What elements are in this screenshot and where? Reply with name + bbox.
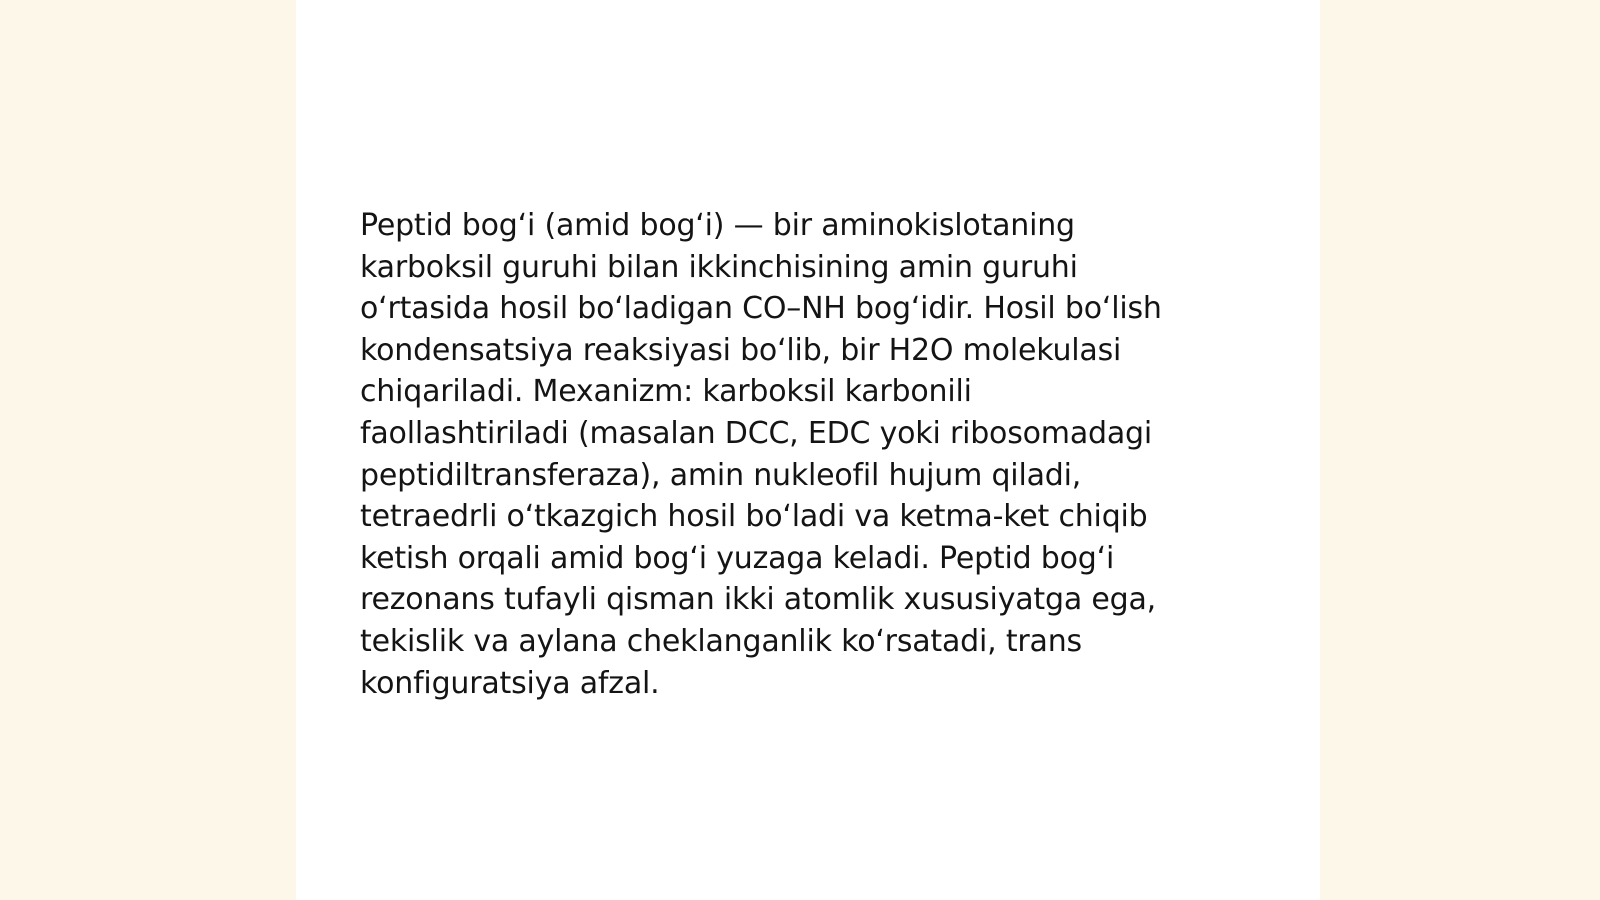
- paragraph-line-2: karboksil guruhi bilan ikkinchisining amin guruhi: [360, 249, 1078, 285]
- paragraph-line-11: tekislik va aylana cheklanganlik ko‘rsatadi, trans: [360, 623, 1082, 659]
- document-page: [296, 0, 1320, 900]
- paragraph-line-7: peptidiltransferaza), amin nukleofil hujum qiladi,: [360, 457, 1082, 493]
- paragraph-line-6: faollashtiriladi (masalan DCC, EDC yoki ribosomadagi: [360, 415, 1153, 451]
- paragraph-line-1: Peptid bog‘i (amid bog‘i) — bir aminokislotaning: [360, 208, 1075, 243]
- paragraph-line-3: o‘rtasida hosil bo‘ladigan CO–NH bog‘idir. Hosil bo‘lish: [360, 291, 1162, 327]
- paragraph-line-5: chiqariladi. Mexanizm: karboksil karbonili: [360, 374, 972, 410]
- paragraph-line-10: rezonans tufayli qisman ikki atomlik xususiyatga ega,: [360, 582, 1156, 618]
- paragraph-line-8: tetraedrli o‘tkazgich hosil bo‘ladi va ketma-ket chiqib: [360, 499, 1148, 535]
- paragraph-line-9: ketish orqali amid bog‘i yuzaga keladi. Peptid bog‘i: [360, 540, 1115, 576]
- body-paragraph: [360, 205, 1260, 704]
- paragraph-line-4: kondensatsiya reaksiyasi bo‘lib, bir H2O molekulasi: [360, 332, 1122, 368]
- paragraph-line-12: konfiguratsiya afzal.: [360, 665, 660, 701]
